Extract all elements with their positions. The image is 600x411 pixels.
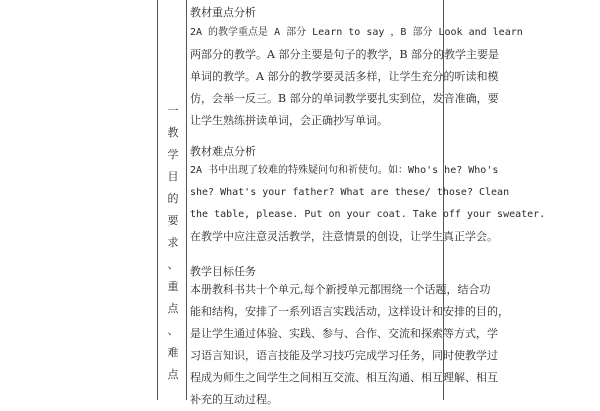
label-char: 目 [167,170,179,183]
label-char: 学 [167,148,179,161]
section-heading-key-points: 教材重点分析 [190,6,256,19]
row-label [163,100,183,386]
label-char: 难 [167,346,179,359]
label-char: 一 [167,104,179,117]
section-heading-difficulties: 教材难点分析 [190,145,256,158]
label-char: 求 [167,236,179,249]
section-heading-objectives: 教学目标任务 [190,265,256,278]
body-line: 本册教科书共十个单元,每个新授单元都围绕一个话题，结合功 [190,283,491,296]
body-line: 2A 的教学重点是 A 部分 Learn to say ，B 部分 Look and learn [190,27,523,38]
label-char: 点 [167,302,179,315]
label-char: 教 [167,126,179,139]
body-line: 补充的互动过程。 [190,393,278,406]
label-char: 要 [167,214,179,227]
body-line: 能和结构，安排了一系列语言实践活动，这样设计和安排的目的， [190,305,509,318]
body-line: the table, please. Put on your coat. Take off your sweater. [190,209,546,220]
body-line: 是让学生通过体验、实践、参与、合作、交流和探索等方式，学 [190,327,498,340]
body-line: 两部分的教学。A 部分主要是句子的教学，B 部分的教学主要是 [190,48,500,61]
section-body-difficulties [190,160,546,248]
body-line: 单词的教学。A 部分的教学要灵活多样，让学生充分的听读和模 [190,70,499,83]
body-line: 在教学中应注意灵活教学，注意情景的创设，让学生真正学会。 [190,230,498,243]
body-line: 让学生熟练拼读单词，会正确抄写单词。 [190,114,388,127]
table-divider [186,0,187,400]
body-line: 程成为师生之间学生之间相互交流、相互沟通、相互理解、相互 [190,371,498,384]
label-char: 点 [167,368,179,381]
label-char: 、 [167,258,179,271]
label-char: 、 [167,324,179,337]
body-line: 2A 书中出现了较难的特殊疑问句和祈使句。如：Who's he? Who's [190,165,499,176]
label-char: 重 [167,280,179,293]
label-char: 的 [167,192,179,205]
body-line: 习语言知识，语言技能及学习技巧完成学习任务，同时使教学过 [190,349,498,362]
body-line: 仿，会举一反三。B 部分的单词教学要扎实到位，发音准确，要 [190,92,499,105]
section-body-key-points [190,22,523,132]
table-border-left [157,0,158,400]
section-body-objectives [190,279,509,411]
body-line: she? What's your father? What are these/ those? Clean [190,187,510,198]
